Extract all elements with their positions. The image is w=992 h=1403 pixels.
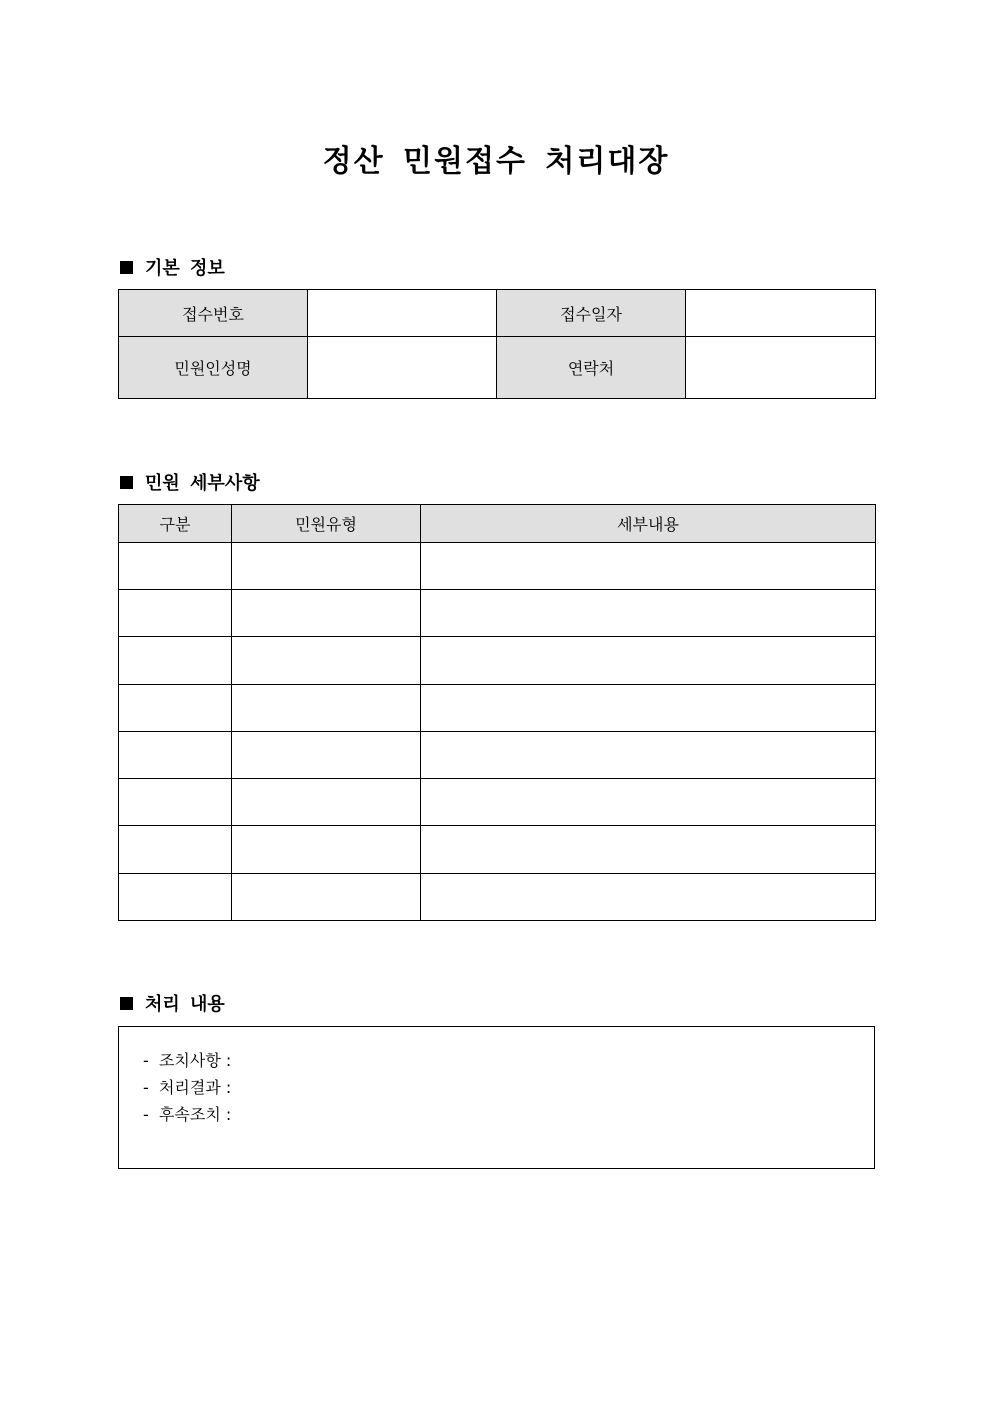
table-row xyxy=(119,874,876,921)
complaint-details-table xyxy=(118,504,876,921)
details-cell[interactable] xyxy=(421,543,876,590)
table-header-row xyxy=(119,505,876,543)
details-cell[interactable] xyxy=(421,826,876,874)
category-cell[interactable] xyxy=(119,590,232,637)
receipt-date-label: 접수일자 xyxy=(497,290,686,337)
complaint-type-cell[interactable] xyxy=(232,543,421,590)
table-row xyxy=(119,590,876,637)
category-cell[interactable] xyxy=(119,543,232,590)
details-cell[interactable] xyxy=(421,637,876,685)
table-row xyxy=(119,543,876,590)
category-cell[interactable] xyxy=(119,874,232,921)
square-bullet-icon xyxy=(120,261,133,274)
basic-info-table xyxy=(118,289,876,399)
category-cell[interactable] xyxy=(119,637,232,685)
category-cell[interactable] xyxy=(119,732,232,779)
basic-info-row xyxy=(119,290,876,337)
follow-up-item: - 후속조치 : xyxy=(143,1105,232,1124)
complaint-type-cell[interactable] xyxy=(232,637,421,685)
complaint-type-cell[interactable] xyxy=(232,732,421,779)
receipt-number-field[interactable] xyxy=(308,290,497,337)
processing-result-item: - 처리결과 : xyxy=(143,1078,232,1097)
category-cell[interactable] xyxy=(119,779,232,826)
details-cell[interactable] xyxy=(421,779,876,826)
category-cell[interactable] xyxy=(119,826,232,874)
processing-content-box[interactable] xyxy=(118,1026,875,1169)
complaint-type-cell[interactable] xyxy=(232,685,421,732)
section-heading-basic-info xyxy=(120,254,225,280)
column-header-complaint-type: 민원유형 xyxy=(232,505,421,543)
details-cell[interactable] xyxy=(421,732,876,779)
square-bullet-icon xyxy=(120,997,133,1010)
applicant-name-field[interactable] xyxy=(308,337,497,399)
basic-info-row xyxy=(119,337,876,399)
contact-field[interactable] xyxy=(686,337,876,399)
action-taken-item: - 조치사항 : xyxy=(143,1051,232,1070)
complaint-type-cell[interactable] xyxy=(232,779,421,826)
table-row xyxy=(119,779,876,826)
complaint-type-cell[interactable] xyxy=(232,874,421,921)
table-row xyxy=(119,685,876,732)
column-header-details: 세부내용 xyxy=(421,505,876,543)
details-cell[interactable] xyxy=(421,685,876,732)
contact-label: 연락처 xyxy=(497,337,686,399)
section-heading-label: 기본 정보 xyxy=(145,258,225,279)
section-heading-label: 민원 세부사항 xyxy=(145,473,260,494)
column-header-category: 구분 xyxy=(119,505,232,543)
complaint-type-cell[interactable] xyxy=(232,826,421,874)
section-heading-label: 처리 내용 xyxy=(145,994,225,1015)
table-row xyxy=(119,637,876,685)
applicant-name-label: 민원인성명 xyxy=(119,337,308,399)
section-heading-complaint-details xyxy=(120,469,260,495)
processing-list xyxy=(143,1047,231,1128)
details-cell[interactable] xyxy=(421,590,876,637)
page-title: 정산 민원접수 처리대장 xyxy=(322,144,670,179)
receipt-number-label: 접수번호 xyxy=(119,290,308,337)
table-row xyxy=(119,732,876,779)
square-bullet-icon xyxy=(120,476,133,489)
category-cell[interactable] xyxy=(119,685,232,732)
details-cell[interactable] xyxy=(421,874,876,921)
receipt-date-field[interactable] xyxy=(686,290,876,337)
section-heading-processing xyxy=(120,990,225,1016)
table-row xyxy=(119,826,876,874)
complaint-type-cell[interactable] xyxy=(232,590,421,637)
